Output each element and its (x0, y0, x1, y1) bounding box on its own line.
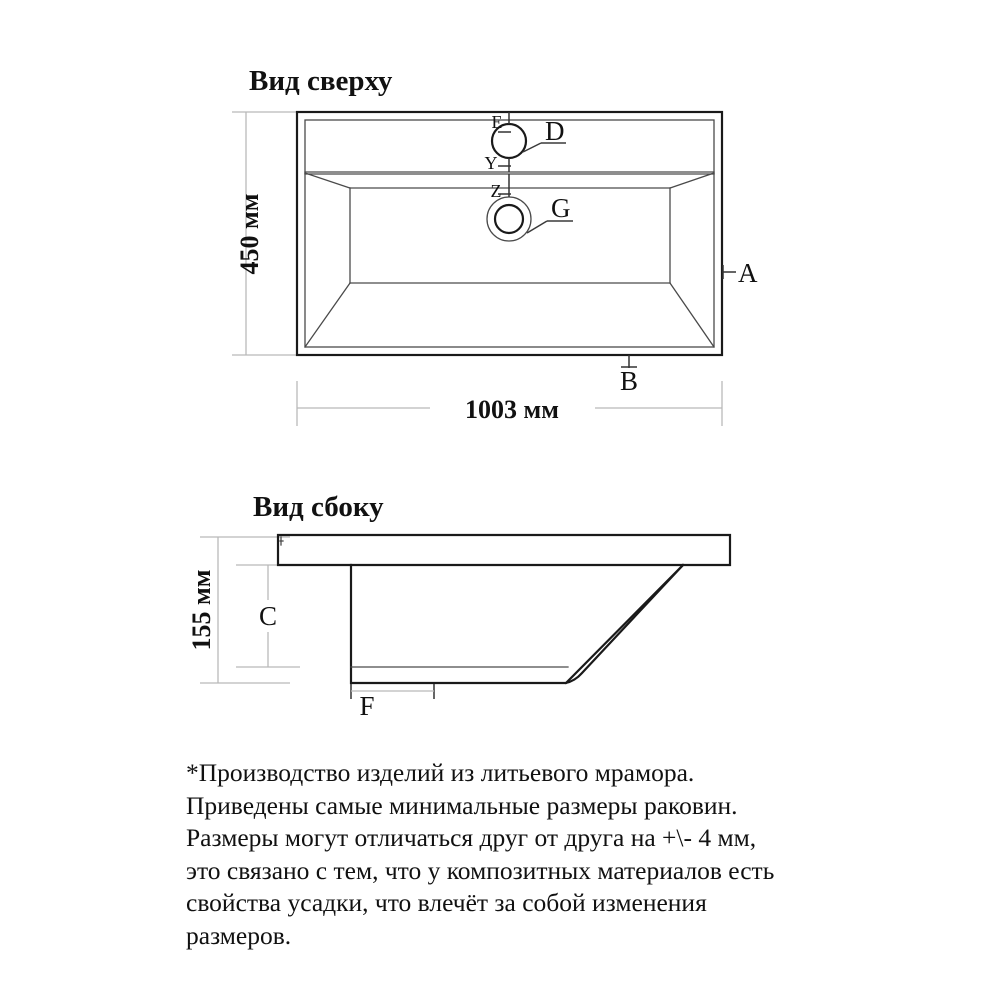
top-view-height-label: 450 мм (235, 193, 264, 275)
top-view-width-dimension (297, 381, 722, 426)
note-line-1: *Производство изделий из литьевого мрамора. (186, 758, 695, 787)
side-view-group (187, 491, 730, 721)
side-view-c-dimension (236, 565, 300, 667)
drain-outer-circle (487, 197, 531, 241)
callout-label-b: B (619, 366, 639, 396)
callout-label-f: F (359, 691, 375, 721)
note-line-2: Приведены самые минимальные размеры раковин. (186, 790, 738, 820)
bowl-corner-top-left (305, 173, 350, 188)
note-line-3: Размеры могут отличаться друг от друга на +\- 4 мм, (186, 823, 757, 852)
callout-label-y: Y (484, 153, 498, 173)
bowl-corner-bottom-right (670, 283, 714, 347)
note-line-4: это связано с тем, что у композитных материалов есть (186, 855, 775, 885)
top-view-height-dimension (232, 112, 310, 355)
drain-inner-circle (495, 205, 523, 233)
callout-label-a: A (738, 258, 758, 288)
bowl-corner-top-right (670, 173, 714, 188)
notes-block (186, 757, 866, 952)
bowl-corner-bottom-left (305, 283, 350, 347)
side-view-f-dimension (351, 684, 434, 721)
side-view-title: Вид сбоку (253, 491, 384, 523)
note-line-6: размеров. (186, 920, 292, 950)
side-bowl-outline (351, 565, 683, 683)
side-top-slab (278, 535, 730, 565)
callout-label-g: G (551, 193, 571, 223)
callout-label-d: D (545, 116, 565, 146)
top-view-group (232, 65, 758, 426)
top-view-width-label: 1003 мм (465, 395, 559, 424)
top-view-title: Вид сверху (249, 65, 393, 97)
callout-label-c: C (258, 601, 278, 631)
side-view-height-label: 155 мм (187, 569, 216, 651)
callout-label-e: E (491, 112, 503, 132)
note-line-5: свойства усадки, что влечёт за собой изменения (186, 888, 707, 917)
callout-label-z: Z (490, 181, 502, 201)
